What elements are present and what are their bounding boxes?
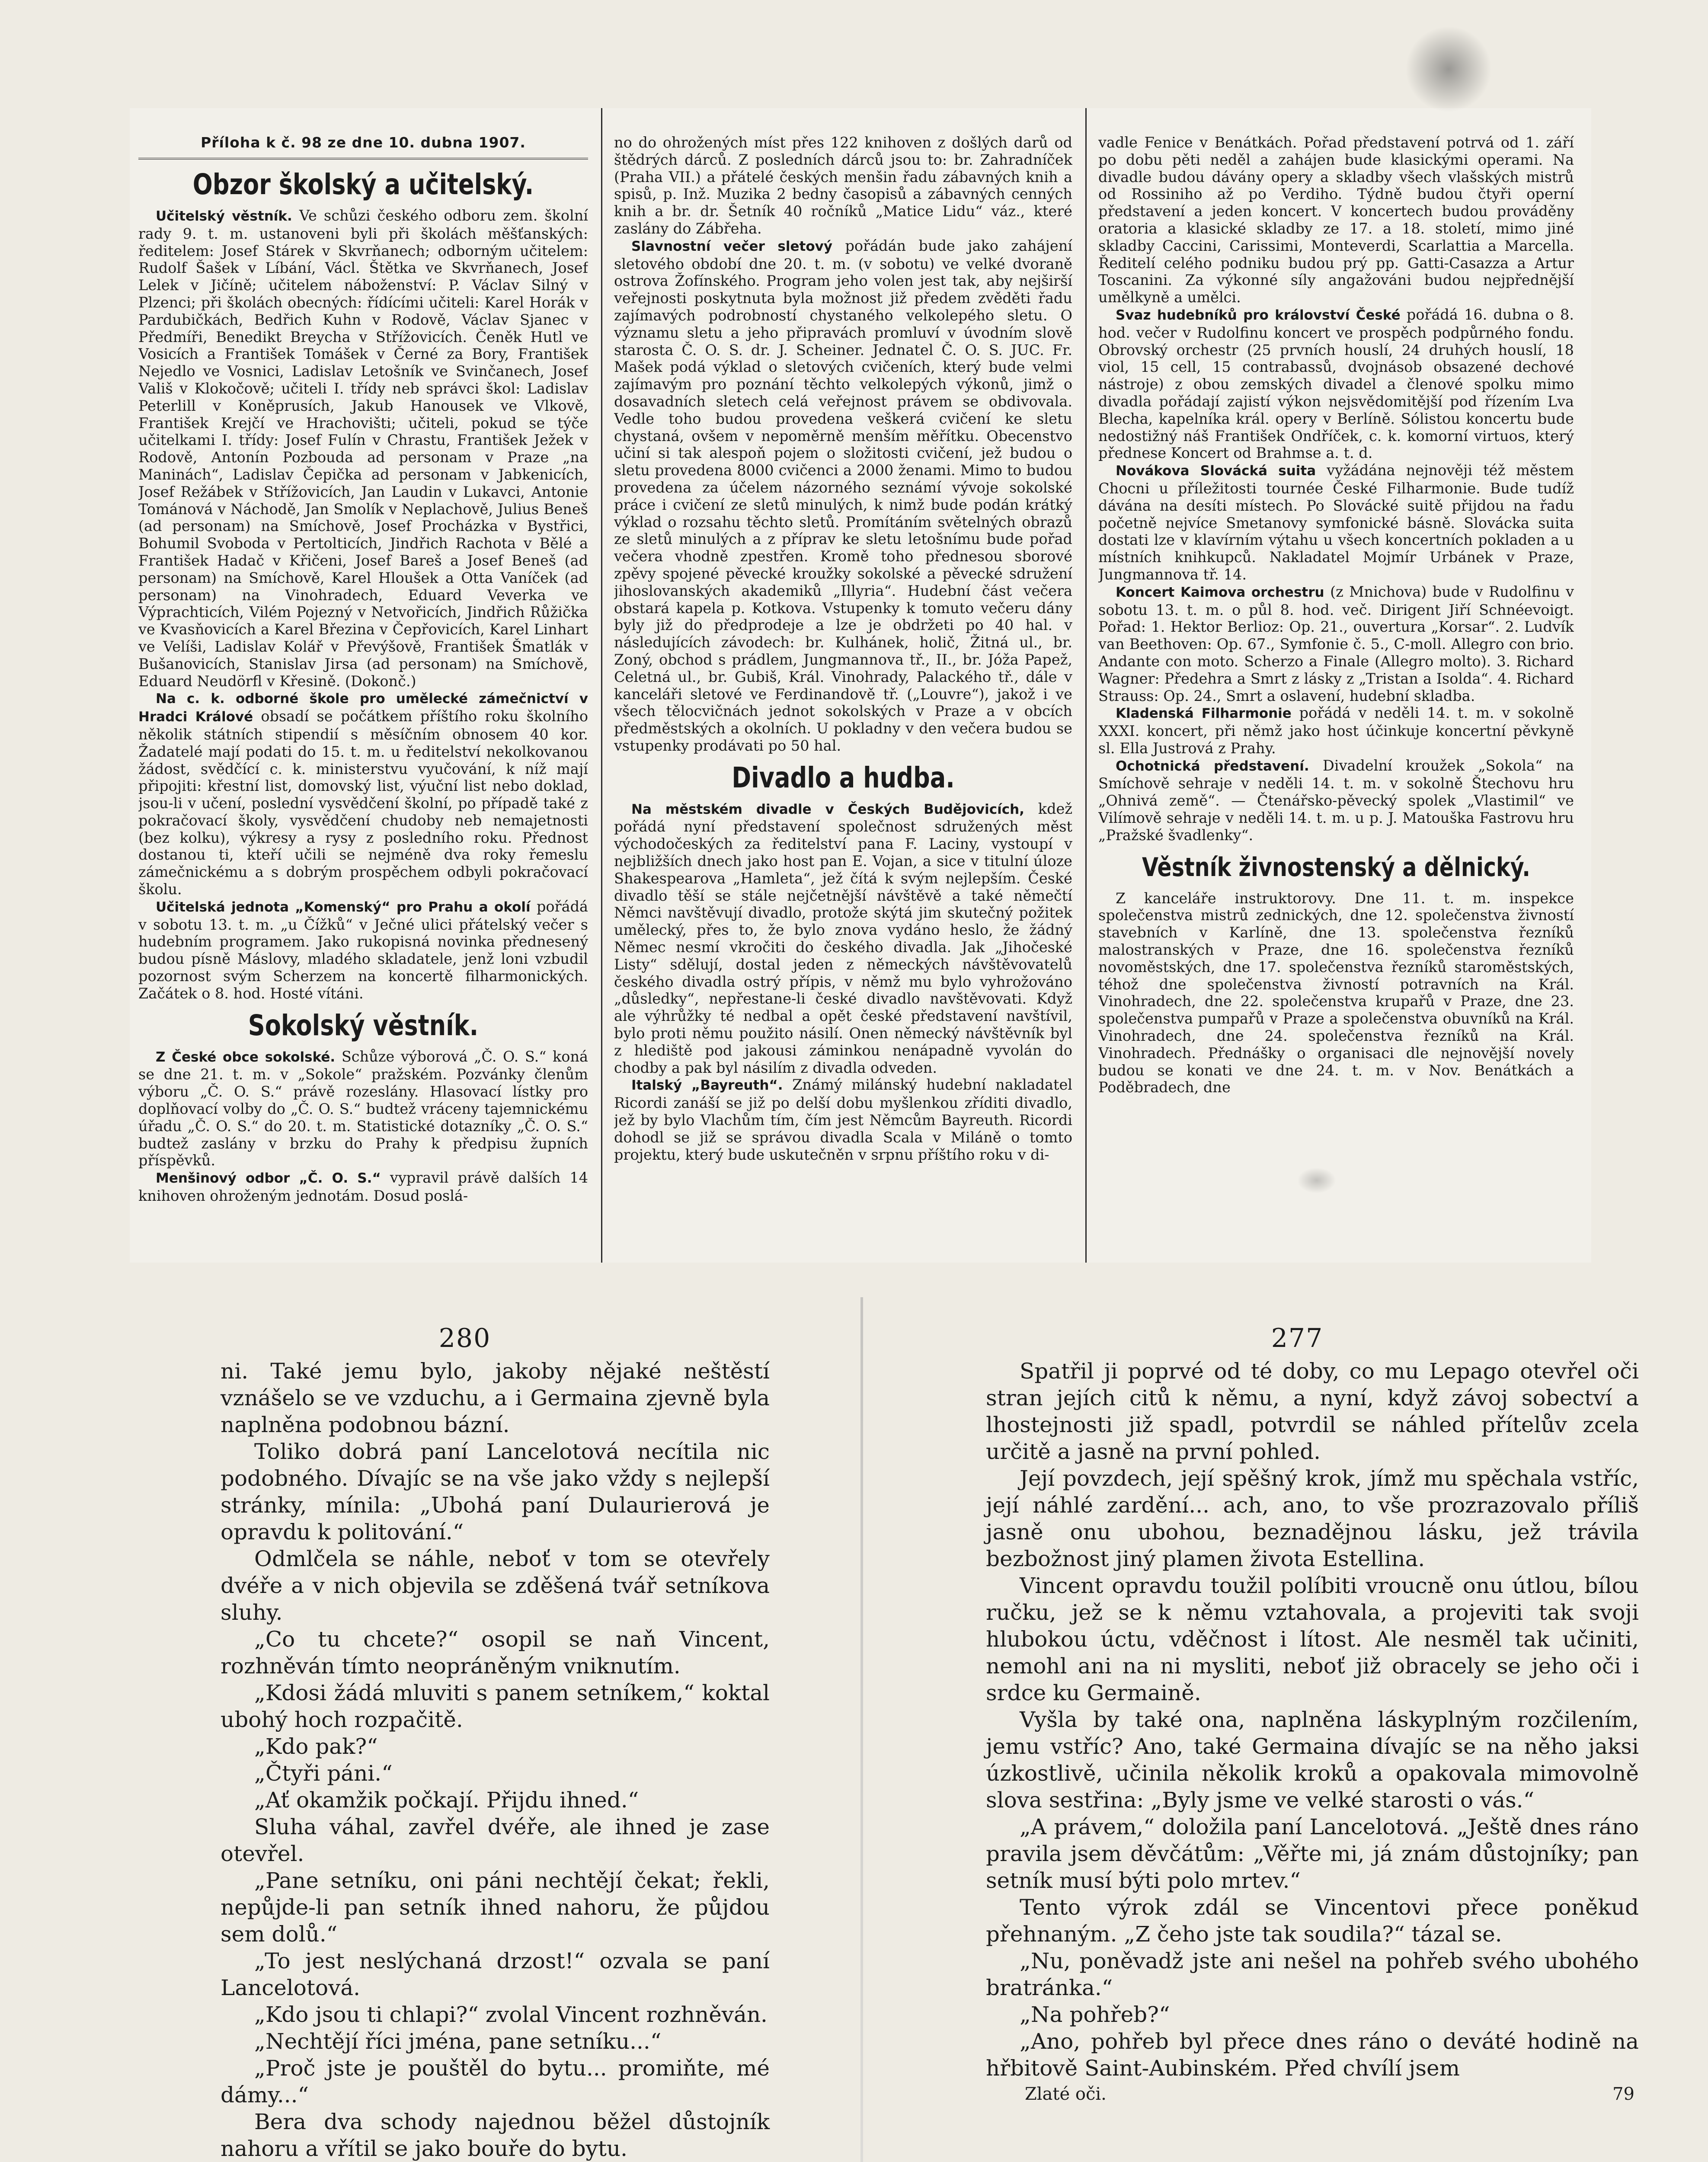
page-number-right: 277 [1271,1323,1324,1353]
book-text-left [65,1358,865,2162]
book-paragraph: Vincent opravdu toužil políbiti vroucně onu útlou, bílou ručku, jež se k němu vztahovala, a projeviti tak svoji hlubokou úctu, vděčnost i lítost. Ale nesměl tak učiniti, nemohl ani na ni mysliti, neboť již obracely se jeho oči i srdce ku Germaině. [986,1573,1639,1705]
signature-mark: Zlaté oči. [1025,2084,1107,2104]
book-paragraph: „Ano, pohřeb byl přece dnes ráno o deváté hodině na hřbitově Saint-Aubinském. Před chvílí jsem [986,2029,1639,2081]
article-continued [1098,134,1574,306]
article-lead: Svaz hudebníků pro království České [1116,307,1401,323]
article-cos [138,1048,588,1170]
article-locksmith-school [138,690,588,898]
spacer [614,108,1072,134]
heading-sokol: Sokolský věstník. [248,1008,479,1042]
column-2 [614,108,1072,1263]
article-body: obsadí se počátkem příštího roku školního několik státních stipendií s měsíčním obnosem 40 kor. Žadatelé mají podati do 15. t. m. u ředitelství nekolkovanou žádost, svědčící c. k. ministerstvu vyučování, k níž mají připojiti: křestní list, domovský list, výuční list nebo doklad, jsou-li v učení, poslední vysvědčení školní, po případě také z pokračovací školy, vysvědčení chudoby neb nemajetnosti (bez kolku), výkresy a rysy z posledního roku. Přednost dostanou ti, kteří učili se nejméně dva roky řemeslu zámečnickému a s dobrým prospěchem odbyli pokračovací školu. [138,708,588,898]
article-body: pořádá v sobotu 13. t. m. „u Čížků“ v Ječné ulici přátelský večer s hudebním programem. Jako rukopisná novinka přednesený budou písně Máslovy, mladého skladatele, jenž loni vzbudil pozornost svým Scherzem na koncertě filharmonických. Začátek o 8. hod. Hosté vítáni. [138,898,588,1002]
page-number-left: 280 [438,1323,491,1353]
article-body: pořádá v neděli 14. t. m. v sokolně XXXI. koncert, při němž jako host účinkuje koncertní pěvkyně sl. Ella Justrová z Prahy. [1098,704,1574,757]
article-body: pořádán bude jako zahájení sletového období dne 20. t. m. (v sobotu) ve velké dvoraně ostrova Žofínského. Program jeho volen jest tak, aby nejširší veřejnosti poskytnuta byla možnost již předem zvěděti řadu zajímavých podrobností chystaného velkolepého sletu. O významu sletu a jeho připravách promluví v úvodním slově starosta Č. O. S. dr. J. Scheiner. Jednatel Č. O. S. JUC. Fr. Mašek podá výklad o sletových cvičeních, který bude velmi zajímavým pro poznání těchto velkolepých výkonů, jimž o dosavadních sletech celá veřejnost právem se obdivovala. Vedle toho budou provedena veškerá cvičení ke sletu chystaná, ovšem v nepoměrně menším měřítku. Obecenstvo učiní si tak alespoň pojem o složitosti cvičení, jež budou o sletu provedena 8000 cvičenci a 2000 ženami. Mimo to budou provedena za účelem názorného seznámí vývoje sokolské práce i cvičení ze sletů minulých, k nimž bude podán krátký výklad o rozsahu těchto sletů. Promítáním světelných obrazů ze sletů minulých a z příprav ke sletu letošnímu bude pořad večera vhodně zpestřen. Kromě toho přednesou sborové zpěvy spojené pěvecké kroužky sokolské a pěvecké sdružení jihoslovanských akademiků „Illyria“. Hudební část večera obstará kapela p. Kotkova. Vstupenky k tomuto večeru dány byly již do předprodeje a lze je obdržeti po 40 hal. v následujících závodech: br. Kulhánek, holič, Žitná ul., br. Zoný, obchod s prádlem, Jungmannova tř., II., br. Jóža Papež, Celetná ul., br. Gubiš, Král. Vinohrady, Palackého tř., dále v kanceláři sletové ve Ferdinandově tř. („Louvre“), jakož i ve všech tělocvičnách jednot sokolských v Praze a v obcích předměstských a okolních. U pokladny v den večera budou se vstupenky prodávati po 50 hal. [614,237,1072,754]
article-lead: Kladenská Filharmonie [1116,706,1292,722]
article-continued [614,134,1072,237]
book-paragraph: Spatřil ji poprvé od té doby, co mu Lepago otevřel oči stran jejích citů k němu, a nyní, když závoj sobectví a lhostejnosti již spadl, potvrdil se náhled přítelův zcela určitě a jasně na první pohled. [986,1359,1639,1464]
book-paragraph: „Proč jste je pouštěl do bytu... promiňte, mé dámy...“ [221,2056,770,2108]
book-paragraph: ni. Také jemu bylo, jakoby nějaké neštěstí vznášelo se ve vzduchu, a i Germaina zjevně byla naplněna podobnou bázní. [221,1359,770,1437]
article-body: (z Mnichova) bude v Rudolfinu v sobotu 13. t. m. o půl 8. hod. več. Dirigent Jiří Schnéevoigt. Pořad: 1. Hektor Berlioz: Op. 21., ouvertura „Korsar“. 2. Ludvík van Beethoven: Op. 67., Symfonie č. 5., C-moll. Allegro con brio. Andante con moto. Scherzo a Finale (Allegro molto). 3. Richard Wagner: Předehra a Smrt z lásky z „Tristan a Isolda“. 4. Richard Strauss: Op. 24., Smrt a oslavení, hudební skladba. [1098,583,1574,704]
article-lead: Učitelská jednota „Komenský“ pro Prahu a okolí [156,899,531,915]
article-body: vadle Fenice v Benátkách. Pořad představení potrvá od 1. září po dobu pěti neděl a zahájen bude klasickými operami. Na divadle budou dávány opery a skladby všech vlašských mistrů od Rossiniho až po Verdiho. Týdně budou čtyři operní představení a jeden koncert. V koncertech budou prováděny oratoria a klasické skladby ze 17. a 18. století, mimo jiné skladby Caccini, Carissimi, Monteverdi, Scarlattia a Marcella. Ředitelí celého podniku budou prý pp. Gatti-Casazza a Artur Toscanini. Za výkonné síly angažováni budou nejpřednější umělkyně a umělci. [1098,134,1574,306]
issue-line: Příloha k č. 98 ze dne 10. dubna 1907. [138,108,588,160]
column-3 [1098,108,1574,1263]
article-lead: Menšinový odbor „Č. O. S.“ [156,1171,381,1187]
article-teacher-news [138,207,588,690]
article-komensky-union [138,898,588,1002]
book-paragraph: Sluha váhal, zavřel dvéře, ale ihned je zase otevřel. [221,1814,770,1866]
article-body: Známý milánský hudební nakladatel Ricordi zanáší se již po delší dobu myšlenkou zříditi divadlo, jež by bylo Vlachům tím, čím jest Němcům Bayreuth. Ricordi dohodl se již se správou divadla Scala v Miláně o tomto projektu, který bude uskutečněn v srpnu příštího roku v di- [614,1076,1072,1163]
book-paragraph: Tento výrok zdál se Vincentovi přece poněkud přehnaným. „Z čeho jste tak soudila?“ tázal se. [986,1895,1639,1947]
book-paragraph: „A právem,“ doložila paní Lancelotová. „Ještě dnes ráno pravila jsem děvčátům: „Věřte mi, já znám důstojníky; pan setník musí býti polo mrtev.“ [986,1814,1639,1893]
article-lead: Novákova Slovácká suita [1116,463,1316,479]
article-minority-dept [138,1169,588,1205]
article-lead: Na c. k. odborné škole pro umělecké zámečnictví v Hradci Králové [138,691,588,725]
column-rule [601,108,602,1263]
book-paragraph: „Pane setníku, oni páni nechtějí čekat; řekli, nepůjde-li pan setník ihned nahoru, že půjdou sem dolů.“ [221,1868,770,1947]
book-paragraph: „Nechtějí říci jména, pane setníku...“ [254,2029,662,2054]
book-paragraph: Bera dva schody najednou běžel důstojník nahoru a vřítil se jako bouře do bytu. [221,2109,770,2161]
book-paragraph: „Co tu chcete?“ osopil se naň Vincent, rozhněván tímto neopráněným vniknutím. [221,1627,770,1679]
signature-number: 79 [1612,2084,1634,2104]
article-amateur-theatre [1098,757,1574,844]
book-paragraph: Její povzdech, její spěšný krok, jímž mu spěchala vstříc, její náhlé zardění... ach, ano, to vše prozrazovalo příliš jasně onu ubohou, beznadějnou lásku, jež trávila bezbožnost jiný plamen života Estellina. [986,1466,1639,1571]
article-italian-bayreuth [614,1076,1072,1163]
article-body: kdež pořádá nyní představení společnost sdružených měst východočeských za ředitelství pana F. Laciny, vystoupí v nejbližších dnech jako host pan E. Vojan, a sice v titulní úloze Shakespearova „Hamleta“, jež čítá k svým nejlepším. České divadlo těší se stále nejčetnější návštěvě a také němečtí Němci navštěvují divadlo, protože skýtá jim skutečný požitek umělecký, přes to, že bylo znova vydáno heslo, že žádný Němec nesmí vkročiti do českého divadla. Jak „Jihočeské Listy“ sdělují, dostal jeden z německých návštěvovatelů českého divadla ostrý přípis, v němž mu bylo vyhrožováno „důsledky“, nepřestane-li české divadlo navštěvovati. Když ale výhrůžky té nedbal a opět české představení navštívil, bylo proti němu použito násilí. Onen německý návštěvník byl z hlediště pod jakousi záminkou nenápadně vyvolán do chodby a pak byl násilím z divadla odveden. [614,800,1072,1076]
article-lead: Ochotnická představení. [1116,758,1309,774]
article-body: Z kanceláře instruktorovy. Dne 11. t. m. inspekce společenstva mistrů zednických, dne 12. společenstva živností stavebních v Karlíně, dne 13. společenstva řezníků malostranských v Praze, dne 16. společenstva řezníků novoměstských, dne 17. společenstva řezníků staroměstských, téhož dne společenstva živností potravních na Král. Vinohradech, dne 22. společenstva krupařů v Praze, dne 23. společenstva pumpařů v Praze a společenstva obuvníků na Král. Vinohradech, dne 24. společenstva řezníků na Král. Vinohradech. Přednášky o organisaci dle nejnovější novely budou se konati ve dne 24. t. m. v Nov. Benátkách a Poděbradech, dne [1098,889,1574,1096]
book-page-left [65,1319,865,2162]
scan-smudge [1405,26,1492,112]
article-lead: Na městském divadle v Českých Budějovicích, [631,801,1024,817]
book-paragraph: „Na pohřeb?“ [1020,2002,1170,2027]
heading-theatre-music: Divadlo a hudba. [732,761,955,794]
article-body: Divadelní kroužek „Sokola“ na Smíchově sehraje v neděli 14. t. m. v sokolně Štechovu hru „Ohnivá země“. — Čtenářsko-pěvecký spolek „Vlastimil“ ve Vilímově sehraje v neděli 14. t. m. u p. J. Matouška Fastrovu hru „Pražské švadlenky“. [1098,757,1574,844]
article-body: vypravil právě dalších 14 knihoven ohroženým jednotám. Dosud poslá- [138,1169,588,1205]
article-body: no do ohrožených míst přes 122 knihoven z došlých darů od štědrých dárců. Z posledních dárců jsou to: br. Zahradníček (Praha VII.) a přátelé českých menšin řadu zábavných knih a spisů, p. Inž. Muzika 2 bedny časopisů a zábavných cenných knih a br. dr. Šetník 40 ročníků „Matice Lidu“ váz., které zaslány do Zábřeha. [614,134,1072,237]
book-paragraph: „To jest neslýchaná drzost!“ ozvala se paní Lancelotová. [221,1948,770,2000]
article-slovak-suite [1098,462,1574,583]
scan-smudge [1297,1167,1336,1193]
heading-trade-labour: Věstník živnostenský a dělnický. [1142,852,1530,883]
article-kaim-orchestra [1098,583,1574,705]
article-instructor-office [1098,890,1574,1097]
book-paragraph: „Čtyři páni.“ [254,1761,393,1786]
article-body: Ve schůzi českého odboru zem. školní rady 9. t. m. ustanoveni byli při školách měšťanských: ředitelem: Josef Stárek v Skvrňanech; odborným učitelem: Rudolf Šašek v Líbání, Václ. Štětka ve Skvrňanech, Josef Lelek v Jičíně; učitelem náboženství: P. Václav Silný v Plzenci; při školách obecných: řídícími učiteli: Karel Horák v Pardubičkách, Bedřich Kuhn v Rodově, Václav Sjanec v Předmíři, Benedikt Breycha v Střížovicích. Čeněk Hutl ve Vosicích a František Tomášek v Černé za Bory, František Nejedlo ve Vosnici, Ladislav Letošník ve Svinčanech, Josef Vališ v Klokočově; učiteli I. třídy neb správci škol: Ladislav Peterlill v Koněprusích, Jakub Hanousek ve Vlkově, František Krejčí ve Hrachovišti; učiteli, pokud se týče učitelkami I. třídy: Josef Fulín v Chrastu, František Ježek v Rodově, Antonín Pozbouda ad personam v Praze „na Maninách“, Ladislav Čepička ad personam v Jabkenicích, Josef Režábek v Střížovicích, Jan Laudin v Lukavci, Antonie Tománová v Náchodě, Jan Smolík v Neplachově, Julius Beneš (ad personam) na Smíchově, Josef Procházka v Bystřici, Bohumil Svoboda v Pertolticích, Jindřich Rachota v Bělé a František Hadač v Křičeni, Josef Bareš a Josef Beneš (ad personam) na Smíchově, Karel Hloušek a Otta Vaníček (ad personam) na Vinohradech, Eduard Veverka ve Výprachticích, Vilém Pojezný v Netvořicích, Jindřich Růžička ve Kvasňovicích a Karel Březina v Čepřovicích, Karel Linhart ve Velíši, Ladislav Kolář v Převýšově, František Šmatlák v Bušanovicích, Stanislav Jirsa (ad personam) na Smíchově, Eduard Neudörfl v Křesině. (Dokonč.) [138,207,588,690]
book-paragraph: Toliko dobrá paní Lancelotová necítila nic podobného. Dívajíc se na vše jako vždy s nejlepší stránky, mínila: „Ubohá paní Dulaurierová je opravdu k politování.“ [221,1439,770,1545]
book-paragraph: „Ať okamžik počkají. Přijdu ihned.“ [254,1788,639,1813]
book-paragraph: „Kdo jsou ti chlapi?“ zvolal Vincent rozhněván. [254,2002,768,2027]
column-rule [1085,108,1087,1263]
article-lead: Z České obce sokolské. [156,1049,336,1065]
article-body: pořádá 16. dubna o 8. hod. večer v Rudolfinu koncert ve prospěch podpůrného fondu. Obrovský orchestr (25 prvních houslí, 24 druhých houslí, 18 viol, 15 cell, 15 contrabassů, dvojnásob obsazené dechové nástroje) z obou zemských divadel a členové spolku mimo divadla pořádají zajistí výkon nejsvědomitější pod řízením Lva Blecha, kapelníka král. opery v Berlíně. Sólistou koncertu bude nedostižný náš František Ondříček, c. k. komorní virtuos, který přednese Koncert od Brahmse a. t. d. [1098,306,1574,462]
newspaper-supplement [130,108,1591,1263]
page-footer [930,2082,1665,2104]
book-paragraph: Odmlčela se náhle, neboť v tom se otevřely dvéře a v nich objevila se zděšená tvář setníkova sluhy. [221,1546,770,1625]
article-gala-evening [614,237,1072,755]
article-lead: Učitelský věstník. [156,208,292,224]
article-lead: Italský „Bayreuth“. [631,1078,783,1094]
article-kladno-philharmonic [1098,704,1574,757]
article-body: Schůze výborová „Č. O. S.“ koná se dne 21. t. m. v „Sokole“ pražském. Pozvánky členům výboru „Č. O. S.“ právě rozeslány. Hlasovací lístky pro doplňovací volby do „Č. O. S.“ budtež vráceny tajemnickému úřadu „Č. O. S.“ do 20. t. m. Statistické dotazníky „Č. O. S.“ budtež zaslány v brzku do Prahy k předpisu župních příspěvků. [138,1048,588,1169]
spacer [1098,108,1574,134]
article-body: vyžádána nejnověji též městem Chocni u příležitosti tournée České Filharmonie. Bude tudíž dávána na desíti místech. Po Slovácké suitě přijdou na řadu početně nejvíce Smetanovy symfonické básně. Slovácka suita dostati lze v klavírním výtahu u všech koncertních pokladen a u místních knihkupců. Nakladatel Mojmír Urbánek v Praze, Jungmannova tř. 14. [1098,462,1574,583]
book-page-right [930,1319,1665,2162]
book-paragraph: „Kdosi žádá mluviti s panem setníkem,“ koktal ubohý hoch rozpačitě. [221,1680,770,1732]
article-musicians-union [1098,306,1574,462]
book-paragraph: „Nu, poněvadž jste ani nešel na pohřeb svého ubohého bratránka.“ [986,1948,1639,2000]
heading-school-teacher: Obzor školský a učitelský. [192,168,534,201]
article-lead: Slavnostní večer sletový [631,238,833,254]
book-paragraph: „Kdo pak?“ [254,1734,378,1759]
book-text-right [930,1358,1665,2082]
article-budejovice-theatre [614,800,1072,1077]
article-lead: Koncert Kaimova orchestru [1116,584,1324,600]
book-paragraph: Vyšla by také ona, naplněna láskyplným rozčilením, jemu vstříc? Ano, také Germaina dívajíc se na něho jaksi úzkostlivě, učinila několik kroků a opakovala mimovolně slova sestřina: „Byly jsme ve velké starosti o vás.“ [986,1707,1639,1813]
column-1 [138,108,588,1263]
